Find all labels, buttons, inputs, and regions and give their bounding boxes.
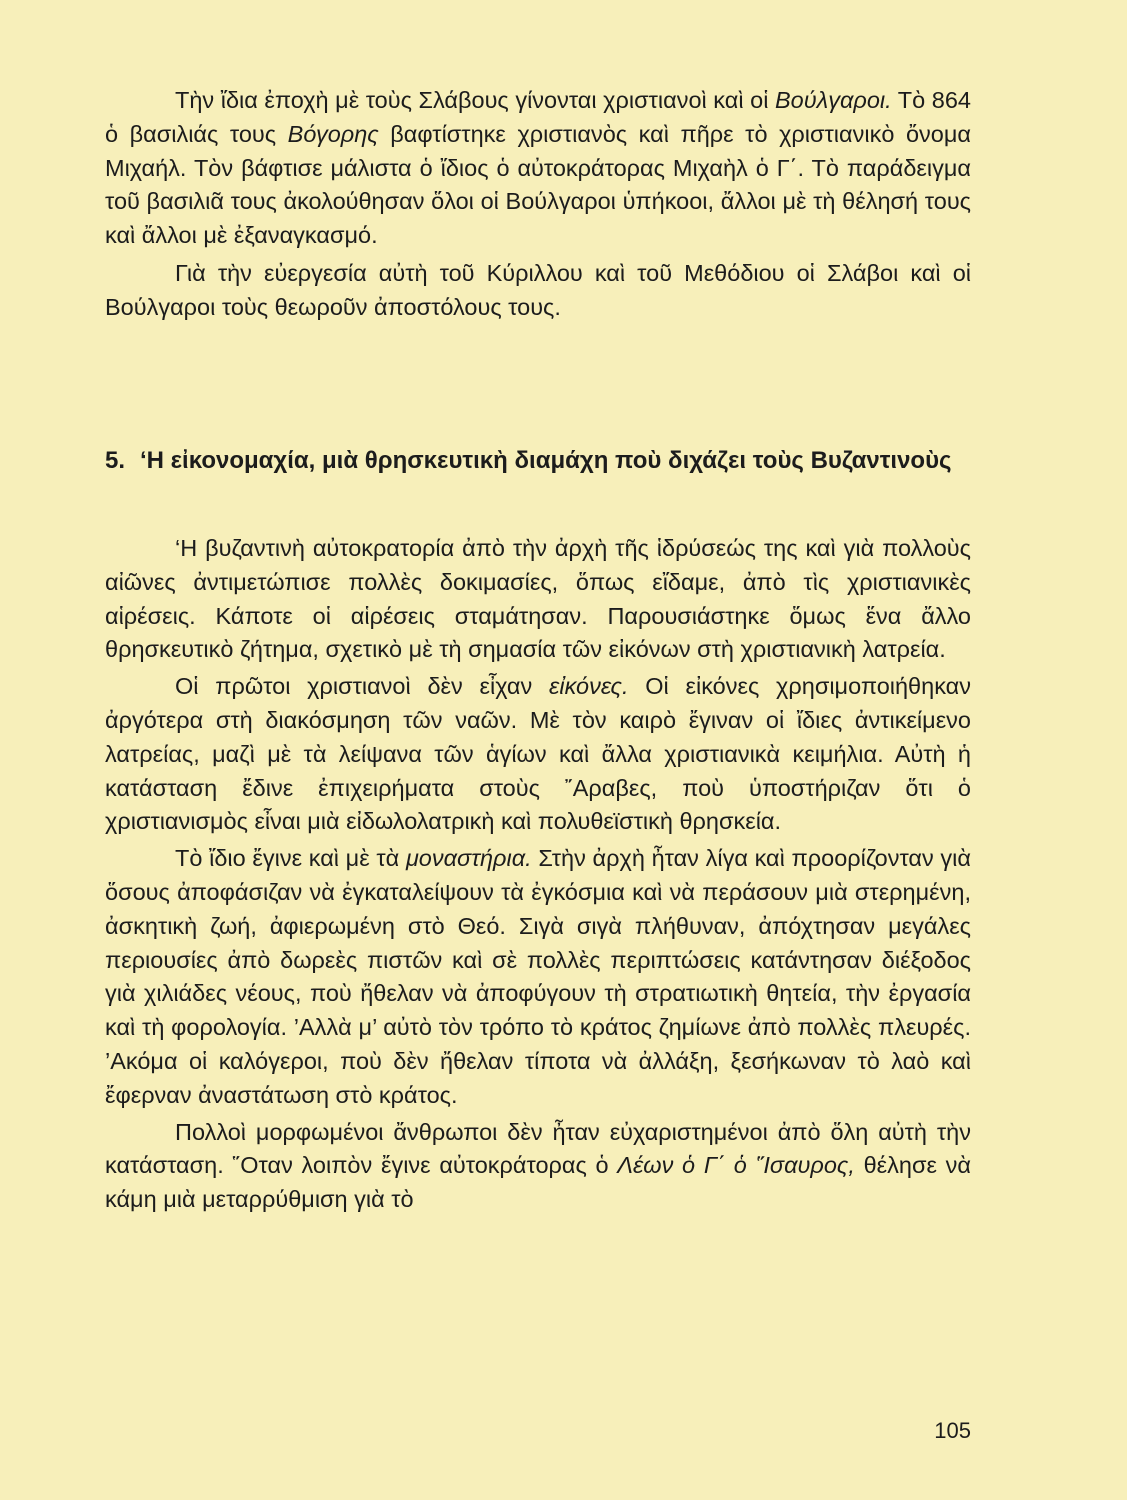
emphasis: μοναστήρια. (405, 845, 532, 872)
page-number: 105 (934, 1418, 971, 1443)
emphasis: Βόγορης (287, 120, 379, 147)
section-number: 5. (105, 447, 126, 474)
body-text-block (105, 532, 971, 1217)
paragraph: Τὴν ἴδια ἐποχὴ μὲ τοὺς Σλάβους γίνονται χριστιανοὶ καὶ οἱ Βούλγαροι. Τὸ 864 ὁ βασιλιάς τους Βόγορης βαφτίστηκε χριστιανὸς καὶ πῆρε τὸ χριστιανικὸ ὄνομα Μιχαήλ. Τὸν βάφτισε μάλιστα ὁ ἴδιος ὁ αὐτοκράτορας Μιχαὴλ ὁ Γ΄. Τὸ παράδειγμα τοῦ βασιλιᾶ τους ἀκολούθησαν ὅλοι οἱ Βούλγαροι ὑπήκοοι, ἄλλοι μὲ τὴ θέλησή τους καὶ ἄλλοι μὲ ἐξαναγκασμό. (105, 87, 971, 249)
emphasis: Λέων ὁ Γ΄ ὁ ῞Ισαυρος, (617, 1152, 855, 1179)
paragraph: Τὸ ἴδιο ἔγινε καὶ μὲ τὰ μοναστήρια. Στὴν ἀρχὴ ἦταν λίγα καὶ προορίζονταν γιὰ ὅσους ἀποφάσιζαν νὰ ἐγκαταλείψουν τὰ ἐγκόσμια καὶ νὰ περάσουν μιὰ στερημένη, ἀσκητικὴ ζωή, ἀφιερωμένη στὸ Θεό. Σιγὰ σιγὰ πλήθυναν, ἀπόχτησαν μεγάλες περιουσίες ἀπὸ δωρεὲς πιστῶν καὶ σὲ πολλὲς περιπτώσεις κατάντησαν διέξοδος γιὰ χιλιάδες νέους, ποὺ ἤθελαν νὰ ἀποφύγουν τὴ στρατιωτικὴ θητεία, τὴν ἐργασία καὶ τὴ φορολογία. ’Αλλὰ μ’ αὐτὸ τὸν τρόπο τὸ κράτος ζημίωνε ἀπὸ πολλὲς πλευρές. ’Ακόμα οἱ καλόγεροι, ποὺ δὲν ἤθελαν τίποτα νὰ ἀλλάξη, ξεσήκωναν τὸ λαὸ καὶ ἔφερναν ἀναστάτωση στὸ κράτος. (105, 845, 971, 1108)
intro-text-block (105, 84, 971, 325)
emphasis: Βούλγαροι. (774, 87, 892, 113)
paragraph: Γιὰ τὴν εὐεργεσία αὐτὴ τοῦ Κύριλλου καὶ τοῦ Μεθόδιου οἱ Σλάβοι καὶ οἱ Βούλγαροι τοὺς θεωροῦν ἀποστόλους τους. (105, 259, 971, 320)
paragraph: ‘Η βυζαντινὴ αὐτοκρατορία ἀπὸ τὴν ἀρχὴ τῆς ἱδρύσεώς της καὶ γιὰ πολλοὺς αἰῶνες ἀντιμετώπισε πολλὲς δοκιμασίες, ὅπως εἴδαμε, ἀπὸ τὶς χριστιανικὲς αἱρέσεις. Κάποτε οἱ αἱρέσεις σταμάτησαν. Παρουσιάστηκε ὅμως ἕνα ἄλλο θρησκευτικὸ ζήτημα, σχετικὸ μὲ τὴ σημασία τῶν εἰκόνων στὴ χριστιανικὴ λατρεία. (105, 535, 971, 663)
section-heading (105, 444, 971, 478)
paragraph: Οἱ πρῶτοι χριστιανοὶ δὲν εἶχαν εἰκόνες. Οἱ εἰκόνες χρησιμοποιήθηκαν ἀργότερα στὴ διακόσμηση τῶν ναῶν. Μὲ τὸν καιρὸ ἔγιναν οἱ ἴδιες ἀντικείμενο λατρείας, μαζὶ μὲ τὰ λείψανα τῶν ἁγίων καὶ ἄλλα χριστιανικὰ κειμήλια. Αὐτὴ ἡ κατάσταση ἔδινε ἐπιχειρήματα στοὺς ῎Αραβες, ποὺ ὑποστήριζαν ὅτι ὁ χριστιανισμὸς εἶναι μιὰ εἰδωλολατρικὴ καὶ πολυθεϊστικὴ θρησκεία. (105, 673, 971, 835)
emphasis: εἰκόνες. (549, 673, 629, 700)
paragraph: Πολλοὶ μορφωμένοι ἄνθρωποι δὲν ἦταν εὐχαριστημένοι ἀπὸ ὅλη αὐτὴ τὴν κατάσταση. ῞Οταν λοιπὸν ἔγινε αὐτοκράτορας ὁ Λέων ὁ Γ΄ ὁ ῞Ισαυρος, θέλησε νὰ κάμη μιὰ μεταρρύθμιση γιὰ τὸ (105, 1118, 971, 1213)
section-title: ‘Η εἰκονομαχία, μιὰ θρησκευτικὴ διαμάχη ποὺ διχάζει τοὺς Βυζαντινοὺς (140, 447, 952, 474)
